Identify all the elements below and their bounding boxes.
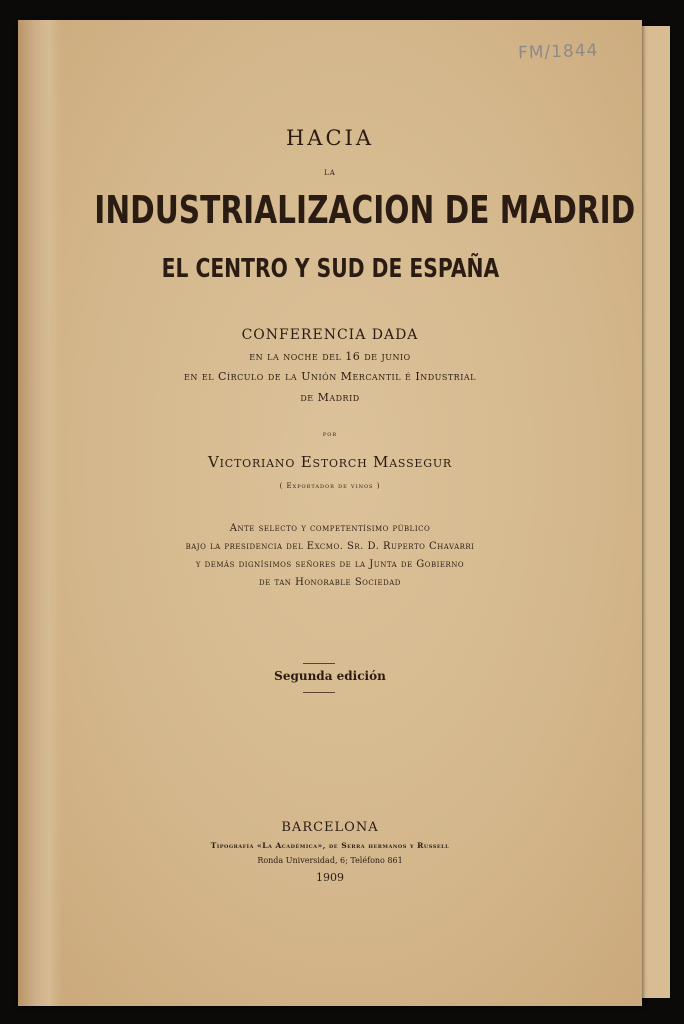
conference-heading: CONFERENCIA DADA (241, 327, 419, 343)
main-title (18, 188, 642, 232)
imprint-year: 1909 (316, 871, 344, 884)
title-hacia: HACIA (285, 126, 374, 150)
conference-line-3: de Madrid (300, 391, 360, 404)
edition-label: Segunda edición (274, 669, 386, 683)
audience-line-2: bajo la presidencia del Excmo. Sr. D. Ruperto Chavarri (185, 541, 475, 552)
audience-line-4: de tan Honorable Sociedad (259, 577, 401, 588)
audience-line-1: Ante selecto y competentísimo público (229, 523, 431, 534)
imprint-printer: Tipografía «La Académica», de Serra hermanos y Russell (210, 841, 450, 850)
shelfmark: FM/1844 (517, 40, 599, 64)
subtitle-text: EL CENTRO Y SUD DE ESPAÑA (161, 254, 499, 284)
conference-line-2: en el Círculo de la Unión Mercantil é Industrial (184, 370, 476, 383)
imprint-address: Ronda Universidad, 6; Teléfono 861 (257, 856, 403, 865)
imprint-city: BARCELONA (281, 820, 379, 835)
author-name: Victoriano Estorch Massegur (208, 453, 452, 471)
audience-line-3: y demás dignísimos señores de la Junta de Gobierno (195, 559, 465, 570)
por-label: por (322, 430, 338, 438)
edition-rule-top (303, 663, 335, 664)
title-page (18, 20, 642, 1006)
conference-line-1: en la noche del 16 de junio (249, 350, 411, 363)
edition-rule-bottom (303, 692, 335, 693)
author-role: ( Exportador de vinos ) (279, 482, 381, 490)
main-title-text: INDUSTRIALIZACION DE MADRID (94, 188, 636, 232)
title-la: LA (324, 169, 336, 177)
subtitle (18, 254, 642, 284)
